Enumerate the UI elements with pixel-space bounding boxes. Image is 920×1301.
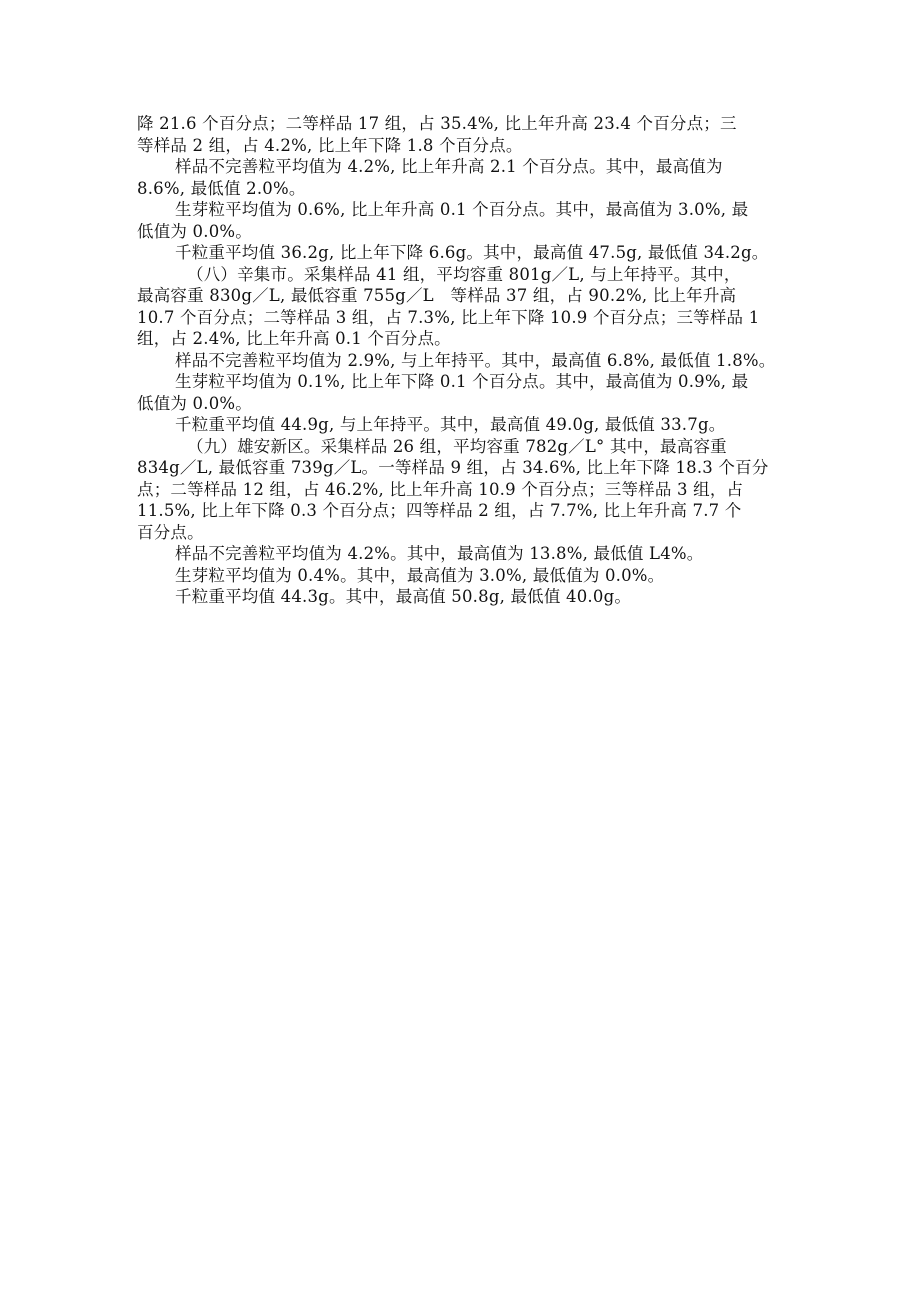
text-line: 8.6%, 最低值 2.0%。 xyxy=(137,178,306,198)
text-line: 等样品 2 组，占 4.2%, 比上年下降 1.8 个百分点。 xyxy=(137,135,523,155)
text-line: 百分点。 xyxy=(137,522,204,542)
section-heading-xiongan: （九）雄安新区。采集样品 26 组，平均容重 782g／L° 其中，最高容重 xyxy=(187,436,727,456)
text-line: 低值为 0.0%。 xyxy=(137,221,252,241)
text-line: 点；二等样品 12 组，占 46.2%, 比上年升高 10.9 个百分点；三等样品 3 组，占 xyxy=(137,479,744,499)
text-line: 最高容重 830g／L, 最低容重 755g／L 等样品 37 组，占 90.2%, 比上年升高 xyxy=(137,286,737,305)
text-line: 千粒重平均值 44.9g, 与上年持平。其中，最高值 49.0g, 最低值 33.7g。 xyxy=(175,415,726,434)
text-line: 千粒重平均值 44.3g。其中，最高值 50.8g, 最低值 40.0g。 xyxy=(175,587,632,606)
text-line: 样品不完善粒平均值为 4.2%。其中，最高值为 13.8%, 最低值 L4%。 xyxy=(175,544,704,563)
section-heading-xinji: （八）辛集市。采集样品 41 组，平均容重 801g／L, 与上年持平。其中， xyxy=(187,264,741,284)
text-line: 生芽粒平均值为 0.6%, 比上年升高 0.1 个百分点。其中，最高值为 3.0%, 最 xyxy=(175,200,749,219)
text-line: 11.5%, 比上年下降 0.3 个百分点；四等样品 2 组，占 7.7%, 比上年升高 7.7 个 xyxy=(137,501,742,520)
text-line: 样品不完善粒平均值为 4.2%, 比上年升高 2.1 个百分点。其中，最高值为 xyxy=(175,157,723,176)
text-line: 生芽粒平均值为 0.1%, 比上年下降 0.1 个百分点。其中，最高值为 0.9%, 最 xyxy=(175,372,749,391)
document-body xyxy=(137,113,787,608)
text-line: 样品不完善粒平均值为 2.9%, 与上年持平。其中，最高值 6.8%, 最低值 1.8%。 xyxy=(175,350,776,370)
text-line: 千粒重平均值 36.2g, 比上年下降 6.6g。其中，最高值 47.5g, 最低值 34.2g。 xyxy=(175,243,769,262)
text-line: 10.7 个百分点；二等样品 3 组，占 7.3%, 比上年下降 10.9 个百分点；三等样品 1 xyxy=(137,307,760,327)
text-line: 组，占 2.4%, 比上年升高 0.1 个百分点。 xyxy=(137,329,451,348)
text-line: 生芽粒平均值为 0.4%。其中，最高值为 3.0%, 最低值为 0.0%。 xyxy=(175,565,665,585)
text-line: 降 21.6 个百分点；二等样品 17 组，占 35.4%, 比上年升高 23.4 个百分点；三 xyxy=(137,114,737,133)
text-line: 低值为 0.0%。 xyxy=(137,393,252,413)
text-line: 834g／L, 最低容重 739g／L。一等样品 9 组，占 34.6%, 比上年下降 18.3 个百分 xyxy=(137,458,769,477)
